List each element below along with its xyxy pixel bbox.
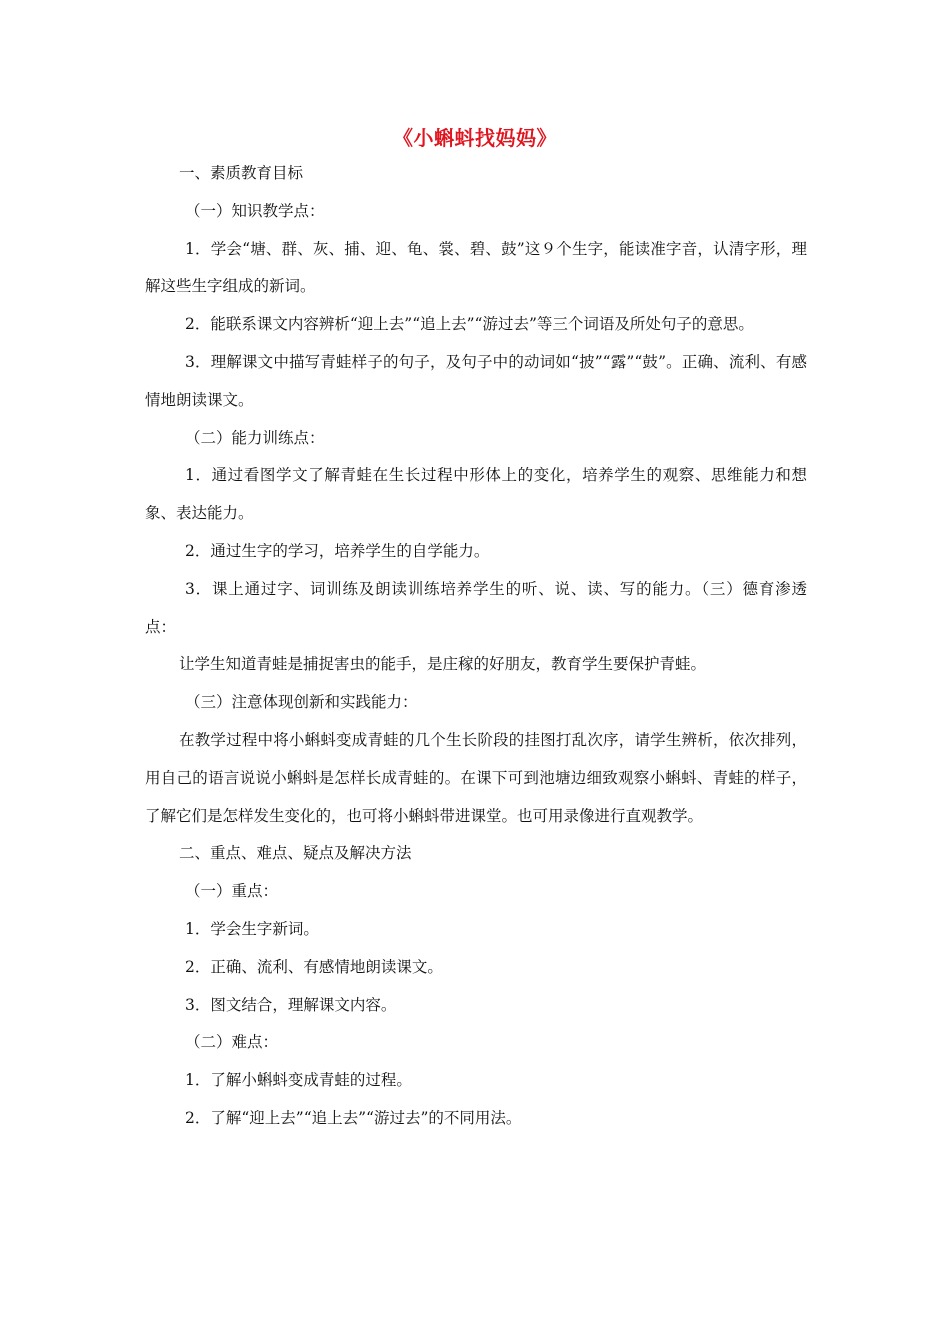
list-item: 3．图文结合，理解课文内容。 (185, 995, 397, 1014)
list-item: 3．课上通过字、词训练及朗读训练培养学生的听、说、读、写的能力。（三）德育渗透点： (145, 579, 807, 636)
paragraph: 在教学过程中将小蝌蚪变成青蛙的几个生长阶段的挂图打乱次序，请学生辨析，依次排列，用自己的语言说说小蝌蚪是怎样长成青蛙的。在课下可到池塘边细致观察小蝌蚪、青蛙的样子，了解它们是怎样发生变化的，也可将小蝌蚪带进课堂。也可用录像进行直观教学。 (145, 730, 807, 825)
list-item: 2．了解“迎上去”“追上去”“游过去”的不同用法。 (185, 1108, 522, 1127)
list-item: 1．学会生字新词。 (185, 919, 319, 938)
document-body (145, 155, 807, 1138)
subsection-heading: （一）重点： (185, 882, 279, 901)
list-item: 1．通过看图学文了解青蛙在生长过程中形体上的变化，培养学生的观察、思维能力和想象、表达能力。 (145, 466, 807, 523)
subsection-heading: （一）知识教学点： (185, 201, 325, 220)
document-title: 《小蝌蚪找妈妈》 (393, 126, 557, 150)
list-item: 3．理解课文中描写青蛙样子的句子，及句子中的动词如“披”“露”“鼓”。正确、流利、有感情地朗读课文。 (145, 352, 807, 409)
subsection-heading: （二）能力训练点： (185, 428, 325, 447)
list-item: 2．正确、流利、有感情地朗读课文。 (185, 957, 443, 976)
list-item: 1．了解小蝌蚪变成青蛙的过程。 (185, 1071, 412, 1090)
paragraph: 让学生知道青蛙是捕捉害虫的能手，是庄稼的好朋友，教育学生要保护青蛙。 (179, 655, 707, 674)
section-heading: 一、素质教育目标 (179, 164, 304, 182)
list-item: 2．能联系课文内容辨析“迎上去”“追上去”“游过去”等三个词语及所处句子的意思。 (185, 315, 754, 334)
section-heading: 二、重点、难点、疑点及解决方法 (179, 844, 412, 863)
subsection-heading: （二）难点： (185, 1033, 279, 1052)
list-item: 2．通过生字的学习，培养学生的自学能力。 (185, 541, 490, 560)
subsection-heading: （三）注意体现创新和实践能力： (185, 693, 418, 712)
list-item: 1．学会“塘、群、灰、捕、迎、龟、裳、碧、鼓”这９个生字，能读准字音，认清字形，理解这些生字组成的新词。 (145, 239, 807, 296)
